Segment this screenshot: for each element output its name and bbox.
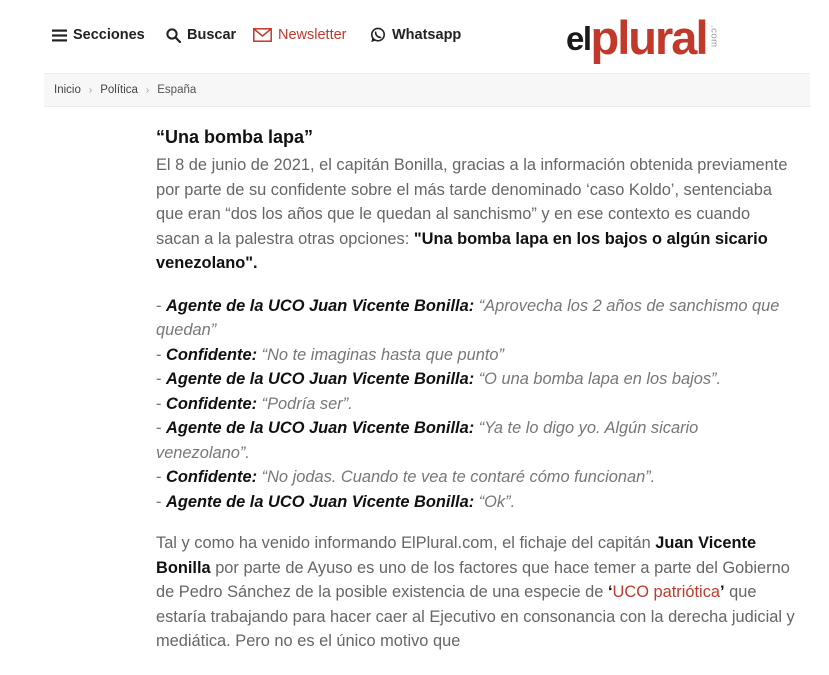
dialog-line bbox=[156, 490, 796, 515]
dialog-quote: “Ya te lo digo yo. Algún sicario venezolano”. bbox=[156, 419, 699, 462]
breadcrumb-inicio[interactable]: Inicio bbox=[54, 84, 81, 96]
dialog-line bbox=[156, 294, 796, 343]
dialog-quote: “Podría ser”. bbox=[257, 394, 353, 413]
quote-mark-close: ’ bbox=[720, 583, 725, 601]
article-paragraph-1 bbox=[156, 153, 796, 276]
dialog-transcript bbox=[156, 294, 796, 515]
chevron-right-icon: › bbox=[88, 84, 93, 96]
paragraph-2-text: por parte de Ayuso es uno de los factores que hace temer a parte del Gobierno de Pedro Sánchez de la posible existencia de una especie de bbox=[156, 558, 790, 601]
dialog-speaker: Agente de la UCO Juan Vicente Bonilla: bbox=[166, 419, 475, 437]
dialog-quote: “No jodas. Cuando te vea te contaré cómo funcionan”. bbox=[257, 468, 656, 486]
logo-el: el bbox=[566, 20, 591, 57]
dialog-dash: - bbox=[156, 296, 167, 315]
paragraph-2-text: que estaría trabajando para hacer caer al Ejecutivo en consonancia con la derecha judicial y mediática. Pero no es el único motivo que bbox=[156, 583, 795, 650]
dialog-line bbox=[156, 416, 796, 465]
dialog-dash: - bbox=[156, 345, 167, 364]
dialog-speaker: Confidente: bbox=[166, 468, 258, 486]
secciones-menu-button[interactable] bbox=[52, 24, 145, 46]
envelope-icon bbox=[253, 28, 272, 42]
dialog-quote: “O una bomba lapa en los bajos”. bbox=[474, 370, 722, 388]
dialog-quote: “No te imaginas hasta que punto” bbox=[257, 345, 504, 364]
dialog-speaker: Agente de la UCO Juan Vicente Bonilla: bbox=[166, 296, 475, 315]
search-icon bbox=[166, 28, 181, 43]
dialog-dash: - bbox=[156, 394, 167, 413]
newsletter-link[interactable] bbox=[253, 24, 347, 46]
dialog-speaker: Confidente: bbox=[166, 345, 258, 364]
breadcrumb-espana[interactable]: España bbox=[157, 84, 197, 96]
article-paragraph-2 bbox=[156, 531, 796, 654]
top-navigation bbox=[0, 0, 829, 72]
dialog-speaker: Confidente: bbox=[166, 394, 258, 413]
buscar-label: Buscar bbox=[187, 27, 237, 43]
breadcrumb-politica[interactable]: Política bbox=[100, 84, 138, 96]
whatsapp-icon bbox=[370, 27, 386, 43]
breadcrumb bbox=[44, 73, 810, 107]
article-subheading: “Una bomba lapa” bbox=[156, 127, 314, 147]
dialog-speaker: Agente de la UCO Juan Vicente Bonilla: bbox=[166, 370, 475, 388]
chevron-right-icon: › bbox=[145, 84, 150, 96]
logo-plural: plural bbox=[590, 11, 707, 64]
dialog-line bbox=[156, 367, 796, 392]
secciones-label: Secciones bbox=[73, 27, 145, 43]
newsletter-label: Newsletter bbox=[278, 27, 347, 43]
hamburger-menu-icon bbox=[52, 29, 67, 42]
quote-mark-open: ‘ bbox=[607, 583, 613, 601]
dialog-quote: “Aprovecha los 2 años de sanchismo que quedan” bbox=[156, 296, 780, 339]
uco-patriotica-link[interactable]: UCO patriótica bbox=[612, 583, 721, 601]
dialog-dash: - bbox=[156, 419, 167, 437]
dialog-line bbox=[156, 343, 796, 368]
article-body bbox=[156, 124, 796, 654]
dialog-dash: - bbox=[156, 370, 167, 388]
paragraph-1-text: El 8 de junio de 2021, el capitán Bonilla, gracias a la información obtenida previamente por parte de su confidente sobre el más tarde denominado ‘caso Koldo’, sentenciaba que eran “dos los años que le quedan al sanchismo” y en ese contexto es cuando sacan a la palestra otras opciones: bbox=[156, 156, 788, 248]
whatsapp-link[interactable] bbox=[370, 24, 461, 46]
dialog-line bbox=[156, 392, 796, 417]
whatsapp-label: Whatsapp bbox=[392, 27, 462, 43]
dialog-dash: - bbox=[156, 468, 167, 486]
elplural-logo[interactable] bbox=[566, 8, 720, 64]
dialog-line bbox=[156, 465, 796, 490]
dialog-dash: - bbox=[156, 492, 167, 511]
paragraph-2-text: Tal y como ha venido informando ElPlural.com, el fichaje del capitán bbox=[156, 534, 656, 552]
dialog-speaker: Agente de la UCO Juan Vicente Bonilla: bbox=[166, 492, 475, 511]
paragraph-1-bold-quote: "Una bomba lapa en los bajos o algún sicario venezolano". bbox=[156, 229, 768, 272]
paragraph-2-bold-name: Juan Vicente Bonilla bbox=[156, 534, 757, 577]
buscar-button[interactable] bbox=[166, 24, 236, 46]
logo-dotcom: .com bbox=[708, 25, 720, 48]
dialog-quote: “Ok”. bbox=[474, 492, 516, 511]
